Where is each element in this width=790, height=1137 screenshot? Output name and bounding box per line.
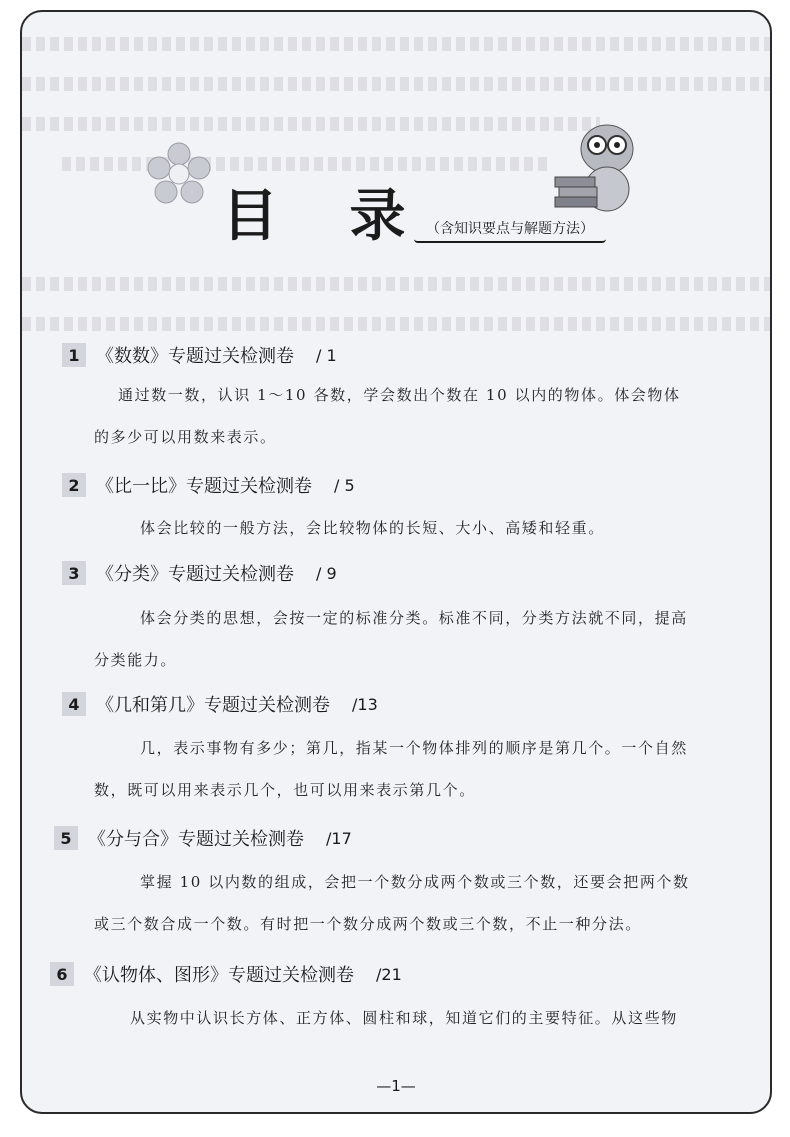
document-page bbox=[20, 10, 772, 1114]
entry-page: /17 bbox=[326, 828, 352, 848]
entry-description bbox=[94, 597, 688, 681]
entry-number: 6 bbox=[50, 962, 74, 986]
desc-line: 数，既可以用来表示几个，也可以用来表示第几个。 bbox=[94, 781, 476, 799]
bleed-through-text bbox=[22, 317, 770, 331]
bleed-through-text bbox=[62, 157, 550, 171]
page-number: —1— bbox=[376, 1077, 416, 1095]
toc-entry[interactable] bbox=[62, 691, 378, 717]
desc-line: 或三个数合成一个数。有时把一个数分成两个数或三个数，不止一种分法。 bbox=[94, 915, 642, 933]
desc-line: 几，表示事物有多少；第几，指某一个物体排列的顺序是第几个。一个自然 bbox=[140, 739, 688, 757]
entry-title: 《比一比》专题过关检测卷 bbox=[96, 476, 312, 497]
toc-entry[interactable] bbox=[62, 560, 337, 586]
mascot-reading-icon bbox=[547, 107, 652, 217]
entry-number: 4 bbox=[62, 692, 86, 716]
bleed-through-text bbox=[22, 117, 600, 131]
toc-entry[interactable] bbox=[54, 825, 352, 851]
toc-entry[interactable] bbox=[62, 342, 337, 368]
desc-line: 的多少可以用数来表示。 bbox=[94, 428, 277, 446]
entry-number: 2 bbox=[62, 473, 86, 497]
page-title: 目 录 bbox=[222, 184, 432, 249]
entry-description bbox=[94, 727, 688, 811]
desc-line: 掌握 10 以内数的组成，会把一个数分成两个数或三个数，还要会把两个数 bbox=[140, 873, 690, 891]
entry-description bbox=[130, 997, 678, 1039]
desc-line: 体会分类的思想，会按一定的标准分类。标准不同，分类方法就不同，提高 bbox=[140, 609, 688, 627]
bleed-through-text bbox=[22, 37, 770, 51]
entry-page: / 9 bbox=[316, 563, 337, 583]
entry-number: 5 bbox=[54, 826, 78, 850]
entry-description bbox=[94, 374, 681, 458]
bleed-through-text bbox=[22, 277, 770, 291]
entry-page: / 5 bbox=[334, 475, 355, 495]
page-subtitle: （含知识要点与解题方法） bbox=[414, 215, 606, 243]
toc-entry[interactable] bbox=[62, 472, 355, 498]
entry-title: 《认物体、图形》专题过关检测卷 bbox=[84, 965, 354, 986]
entry-number: 1 bbox=[62, 343, 86, 367]
entry-page: / 1 bbox=[316, 345, 337, 365]
entry-number: 3 bbox=[62, 561, 86, 585]
entry-title: 《几和第几》专题过关检测卷 bbox=[96, 695, 330, 716]
desc-line: 分类能力。 bbox=[94, 651, 178, 669]
desc-line: 从实物中认识长方体、正方体、圆柱和球，知道它们的主要特征。从这些物 bbox=[130, 1009, 678, 1027]
entry-description bbox=[94, 861, 690, 945]
toc-entry[interactable] bbox=[50, 961, 402, 987]
flower-icon bbox=[144, 140, 214, 210]
entry-page: /21 bbox=[376, 964, 402, 984]
entry-title: 《分类》专题过关检测卷 bbox=[96, 564, 294, 585]
desc-line: 通过数一数，认识 1～10 各数，学会数出个数在 10 以内的物体。体会物体 bbox=[118, 386, 681, 404]
bleed-through-text bbox=[22, 77, 770, 91]
entry-title: 《数数》专题过关检测卷 bbox=[96, 346, 294, 367]
entry-description bbox=[140, 507, 605, 549]
desc-line: 体会比较的一般方法，会比较物体的长短、大小、高矮和轻重。 bbox=[140, 519, 605, 537]
entry-page: /13 bbox=[352, 694, 378, 714]
entry-title: 《分与合》专题过关检测卷 bbox=[88, 829, 304, 850]
